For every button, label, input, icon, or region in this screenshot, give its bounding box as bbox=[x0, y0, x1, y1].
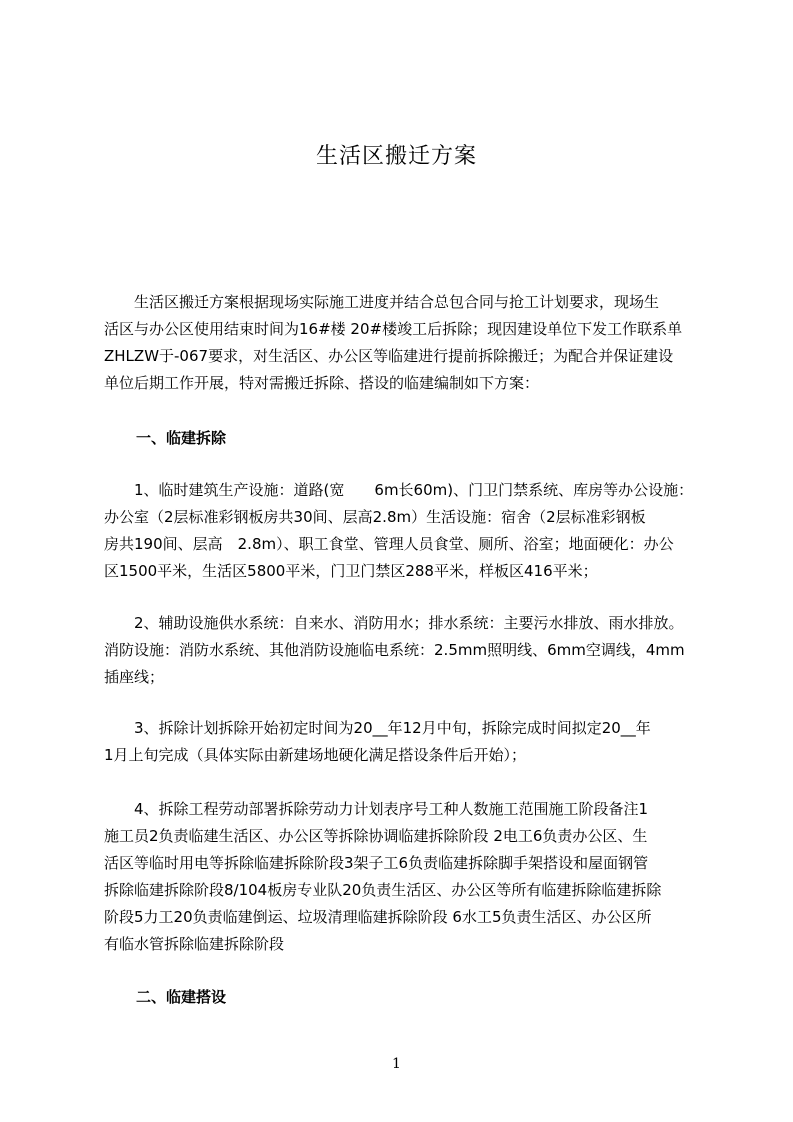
intro-paragraph-line: 活区与办公区使用结束时间为16#楼 20#楼竣工后拆除；现因建设单位下发工作联系单 bbox=[104, 320, 683, 338]
page-title: 生活区搬迁方案 bbox=[315, 144, 477, 169]
item-4-line: 有临水管拆除临建拆除阶段 bbox=[104, 935, 285, 953]
item-3-line: 3、拆除计划拆除开始初定时间为20__年12月中旬，拆除完成时间拟定20__年 bbox=[104, 719, 651, 737]
page-number: 1 bbox=[392, 1056, 401, 1072]
intro-paragraph-line: 生活区搬迁方案根据现场实际施工进度并结合总包合同与抢工计划要求，现场生 bbox=[104, 293, 660, 311]
item-4-line: 活区等临时用电等拆除临建拆除阶段3架子工6负责临建拆除脚手架搭设和屋面钢管 bbox=[104, 854, 649, 872]
item-1-line: 区1500平米，生活区5800平米，门卫门禁区288平米，样板区416平米； bbox=[104, 562, 598, 580]
item-1-line: 房共190间、层高 2.8m）、职工食堂、管理人员食堂、厕所、浴室；地面硬化：办公 bbox=[104, 535, 674, 553]
item-4-line: 4、拆除工程劳动部署拆除劳动力计划表序号工种人数施工范围施工阶段备注1 bbox=[104, 800, 649, 818]
section-heading-demolition: 一、临建拆除 bbox=[136, 429, 227, 447]
intro-paragraph-line: ZHLZW于-067要求，对生活区、办公区等临建进行提前拆除搬迁；为配合并保证建设 bbox=[104, 347, 674, 365]
item-3-line: 1月上旬完成（具体实际由新建场地硬化满足搭设条件后开始）； bbox=[104, 746, 527, 764]
item-2-line: 插座线； bbox=[104, 668, 165, 686]
item-2-line: 2、辅助设施供水系统：自来水、消防用水；排水系统：主要污水排放、雨水排放。 bbox=[104, 614, 684, 632]
intro-paragraph-line: 单位后期工作开展，特对需搬迁拆除、搭设的临建编制如下方案： bbox=[104, 374, 540, 392]
item-1-line: 1、临时建筑生产设施：道路(宽 6m长60m)、门卫门禁系统、库房等办公设施： bbox=[104, 481, 694, 499]
item-2-line: 消防设施：消防水系统、其他消防设施临电系统：2.5mm照明线、6mm空调线，4mm bbox=[104, 641, 685, 659]
section-heading-construction: 二、临建搭设 bbox=[136, 988, 227, 1006]
item-1-line: 办公室（2层标准彩钢板房共30间、层高2.8m）生活设施：宿舍（2层标准彩钢板 bbox=[104, 508, 646, 526]
item-4-line: 施工员2负责临建生活区、办公区等拆除协调临建拆除阶段 2电工6负责办公区、生 bbox=[104, 827, 648, 845]
item-4-line: 拆除临建拆除阶段8/104板房专业队20负责生活区、办公区等所有临建拆除临建拆除 bbox=[104, 881, 662, 899]
item-4-line: 阶段5力工20负责临建倒运、垃圾清理临建拆除阶段 6水工5负责生活区、办公区所 bbox=[104, 908, 652, 926]
